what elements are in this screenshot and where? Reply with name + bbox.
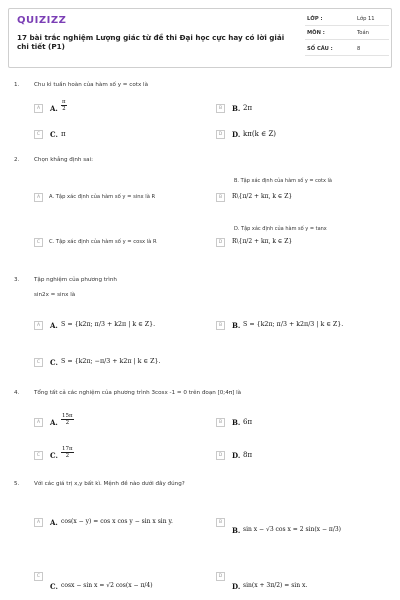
option-letter: A. — [50, 518, 58, 527]
option-value: sin x − √3 cos x = 2 sin(x − π/3) — [243, 526, 342, 533]
meta-key: LỚP : — [307, 16, 323, 22]
option-letter: C. — [50, 358, 58, 367]
answer-checkbox[interactable]: B — [216, 193, 225, 202]
meta-value: Lớp 11 — [357, 16, 375, 22]
meta-value: 8 — [357, 46, 361, 52]
answer-checkbox[interactable]: D — [216, 238, 225, 247]
option-value: π — [61, 130, 66, 138]
answer-checkbox[interactable]: B — [216, 321, 225, 330]
answer-checkbox[interactable]: A — [34, 193, 43, 202]
answer-checkbox[interactable]: C — [34, 451, 43, 460]
option-letter: C. — [50, 130, 58, 139]
option-letter: B. — [232, 321, 241, 330]
question-text: Tập nghiệm của phương trình — [34, 277, 117, 283]
option-letter: B. — [232, 104, 241, 113]
answer-checkbox[interactable]: D — [216, 130, 225, 139]
question-text: Chọn khẳng định sai: — [34, 157, 94, 163]
question-text: Chu kì tuần hoàn của hàm số y = cotx là — [34, 82, 149, 88]
option-letter: D. — [232, 451, 241, 460]
option-value: C. Tập xác định của hàm số y = cosx là R — [49, 239, 157, 245]
answer-checkbox[interactable]: A — [34, 418, 43, 427]
option-letter: C. — [50, 451, 58, 460]
option-2d-note: D. Tập xác định của hàm số y = tanx — [234, 226, 327, 232]
quizizz-logo: QUIZIZZ — [17, 15, 67, 26]
answer-checkbox[interactable]: B — [216, 518, 225, 527]
option-letter: A. — [50, 321, 58, 330]
meta-row-subject — [305, 27, 389, 40]
option-value: 6π — [243, 418, 253, 426]
answer-checkbox[interactable]: D — [216, 451, 225, 460]
answer-checkbox[interactable]: C — [34, 572, 43, 581]
answer-checkbox[interactable]: A — [34, 518, 43, 527]
option-value: $\frac{15\pi}{2}$ — [62, 413, 73, 426]
answer-checkbox[interactable]: A — [34, 321, 43, 330]
option-value: S = {k2π; π/3 + k2π | k ∈ Z}. — [61, 321, 156, 328]
worksheet-header — [8, 8, 392, 68]
option-letter: A. — [50, 418, 58, 427]
question-number: 5. — [14, 481, 20, 487]
option-value: $\frac{\pi}{2}$ — [62, 99, 66, 112]
meta-row-count — [305, 43, 389, 56]
option-value: R\{π/2 + kπ, k ∈ Z} — [232, 238, 293, 245]
option-value: kπ(k ∈ Z) — [243, 130, 277, 138]
meta-value: Toán — [357, 30, 369, 36]
option-value: S = {k2π; π/3 + k2π/3 | k ∈ Z}. — [243, 321, 344, 328]
question-text: Với các giá trị x,y bất kì. Mệnh đề nào dưới đây đúng? — [34, 481, 185, 487]
option-value: cosx − sin x = √2 cos(x − π/4) — [61, 582, 153, 589]
option-letter: D. — [232, 130, 241, 139]
question-number: 4. — [14, 390, 20, 396]
option-letter: A. — [50, 104, 58, 113]
meta-key: MÔN : — [307, 30, 325, 36]
meta-key: SỐ CÂU : — [307, 46, 333, 52]
option-value: A. Tập xác định của hàm số y = sinx là R — [49, 194, 156, 200]
option-value: cos(x − y) = cos x cos y − sin x sin y. — [61, 518, 173, 525]
option-value: S = {k2π; −π/3 + k2π | k ∈ Z}. — [61, 358, 161, 365]
option-value: sin(x + 3π/2) = sin x. — [243, 582, 308, 589]
answer-checkbox[interactable]: B — [216, 418, 225, 427]
worksheet-title: 17 bài trắc nghiệm Lượng giác từ đề thi Đại học cực hay có lời giải chi tiết (P1) — [17, 33, 285, 51]
answer-checkbox[interactable]: C — [34, 238, 43, 247]
option-2b-note: B. Tập xác định của hàm số y = cotx là — [234, 178, 332, 184]
question-subtext: sin2x = sinx là — [34, 292, 76, 298]
option-value: 8π — [243, 451, 253, 459]
option-letter: D. — [232, 582, 241, 591]
question-number: 1. — [14, 82, 20, 88]
answer-checkbox[interactable]: B — [216, 104, 225, 113]
question-number: 3. — [14, 277, 20, 283]
meta-row-class — [305, 13, 389, 26]
answer-checkbox[interactable]: D — [216, 572, 225, 581]
question-text: Tổng tất cả các nghiệm của phương trình 3cosx -1 = 0 trên đoạn [0;4π] là — [34, 390, 242, 396]
option-value: $\frac{17\pi}{2}$ — [62, 446, 73, 459]
option-value: 2π — [243, 104, 253, 112]
answer-checkbox[interactable]: C — [34, 130, 43, 139]
option-letter: B. — [232, 418, 241, 427]
option-letter: B. — [232, 526, 241, 535]
answer-checkbox[interactable]: C — [34, 358, 43, 367]
question-number: 2. — [14, 157, 20, 163]
option-letter: C. — [50, 582, 58, 591]
option-value: R\{π/2 + kπ, k ∈ Z} — [232, 193, 293, 200]
answer-checkbox[interactable]: A — [34, 104, 43, 113]
